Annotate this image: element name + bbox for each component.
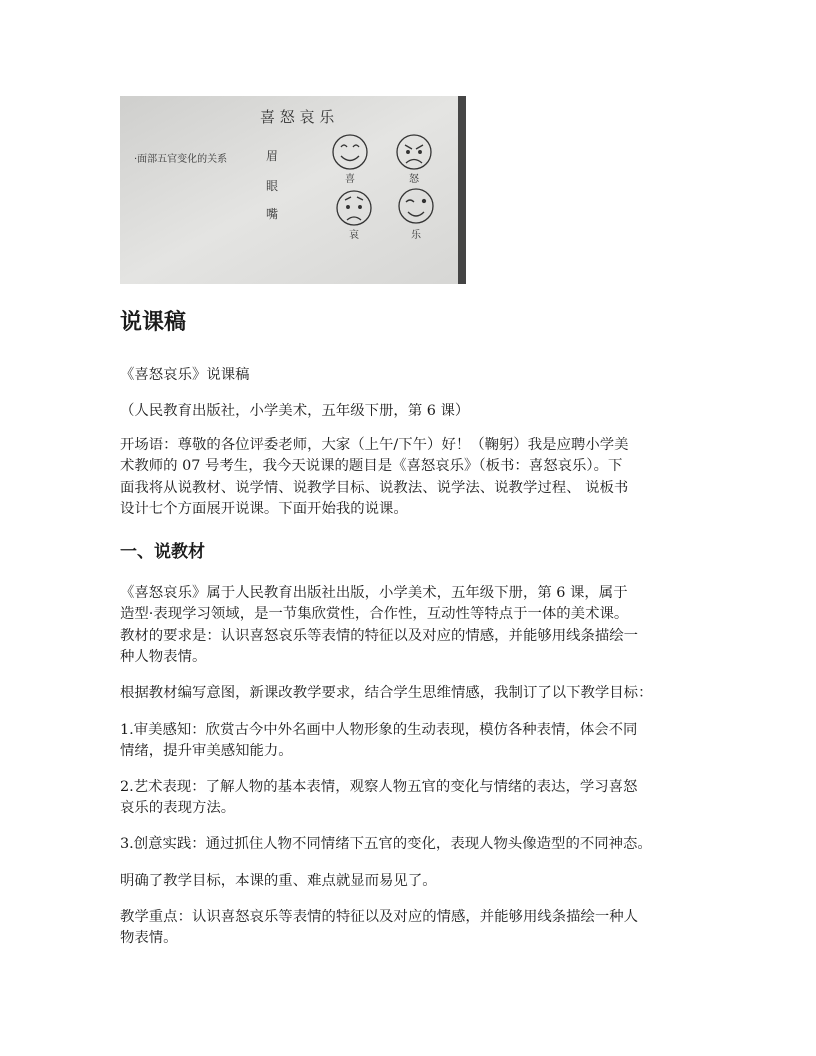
materials-line-3: 教材的要求是：认识喜怒哀乐等表情的特征以及对应的情感，并能够用线条描绘一 bbox=[120, 628, 639, 644]
face-label-angry: 怒 bbox=[409, 174, 419, 185]
photo-feature-brow: 眉 bbox=[266, 149, 279, 163]
key-point-line-1: 教学重点：认识喜怒哀乐等表情的特征以及对应的情感，并能够用线条描绘一种人 bbox=[120, 909, 639, 925]
goal-3: 3.创意实践：通过抓住人物不同情绪下五官的变化，表现人物头像造型的不同神态。 bbox=[120, 836, 652, 852]
key-point-line-2: 物表情。 bbox=[120, 930, 178, 946]
materials-line-4: 种人物表情。 bbox=[120, 649, 207, 665]
face-label-happy: 喜 bbox=[345, 174, 355, 185]
goal-1-line-1: 1.审美感知：欣赏古今中外名画中人物形象的生动表现，模仿各种表情，体会不同 bbox=[120, 722, 638, 738]
goal-2-line-1: 2.艺术表现：了解人物的基本表情，观察人物五官的变化与情绪的表达，学习喜怒 bbox=[120, 779, 638, 795]
board-photo bbox=[120, 96, 466, 284]
photo-feature-eye: 眼 bbox=[266, 179, 279, 193]
goal-2-line-2: 哀乐的表现方法。 bbox=[120, 800, 236, 816]
opening-line-4: 设计七个方面展开说课。下面开始我的说课。 bbox=[120, 501, 408, 517]
goal-1-line-2: 情绪，提升审美感知能力。 bbox=[120, 743, 293, 759]
face-label-joy: 乐 bbox=[411, 230, 421, 241]
opening-line-2: 术教师的 07 号考生，我今天说课的题目是《喜怒哀乐》（板书：喜怒哀乐）。下 bbox=[120, 458, 623, 474]
materials-line-1: 《喜怒哀乐》属于人民教育出版社出版，小学美术，五年级下册，第 6 课，属于 bbox=[120, 585, 628, 601]
page-title: 说课稿 bbox=[120, 310, 187, 335]
section-heading-materials: 一、说教材 bbox=[120, 542, 205, 562]
intent-paragraph: 根据教材编写意图，新课改教学要求，结合学生思维情感，我制订了以下教学目标： bbox=[120, 685, 653, 701]
photo-side-note: ·面部五官变化的关系 bbox=[134, 154, 228, 165]
photo-feature-mouth: 嘴 bbox=[266, 207, 279, 221]
photo-heading: 喜 怒 哀 乐 bbox=[260, 108, 335, 126]
subtitle: 《喜怒哀乐》说课稿 bbox=[120, 367, 250, 383]
clear-statement: 明确了教学目标，本课的重、难点就显而易见了。 bbox=[120, 873, 437, 889]
opening-line-1: 开场语：尊敬的各位评委老师，大家（上午/下午）好！（鞠躬）我是应聘小学美 bbox=[120, 437, 629, 453]
opening-line-3: 面我将从说教材、说学情、说教学目标、说教法、说学法、说教学过程、 说板书 bbox=[120, 480, 629, 496]
face-label-sad: 哀 bbox=[349, 230, 359, 241]
publisher-info: （人民教育出版社，小学美术，五年级下册，第 6 课） bbox=[120, 403, 470, 419]
materials-line-2: 造型·表现学习领域，是一节集欣赏性，合作性，互动性等特点于一体的美术课。 bbox=[120, 606, 629, 622]
